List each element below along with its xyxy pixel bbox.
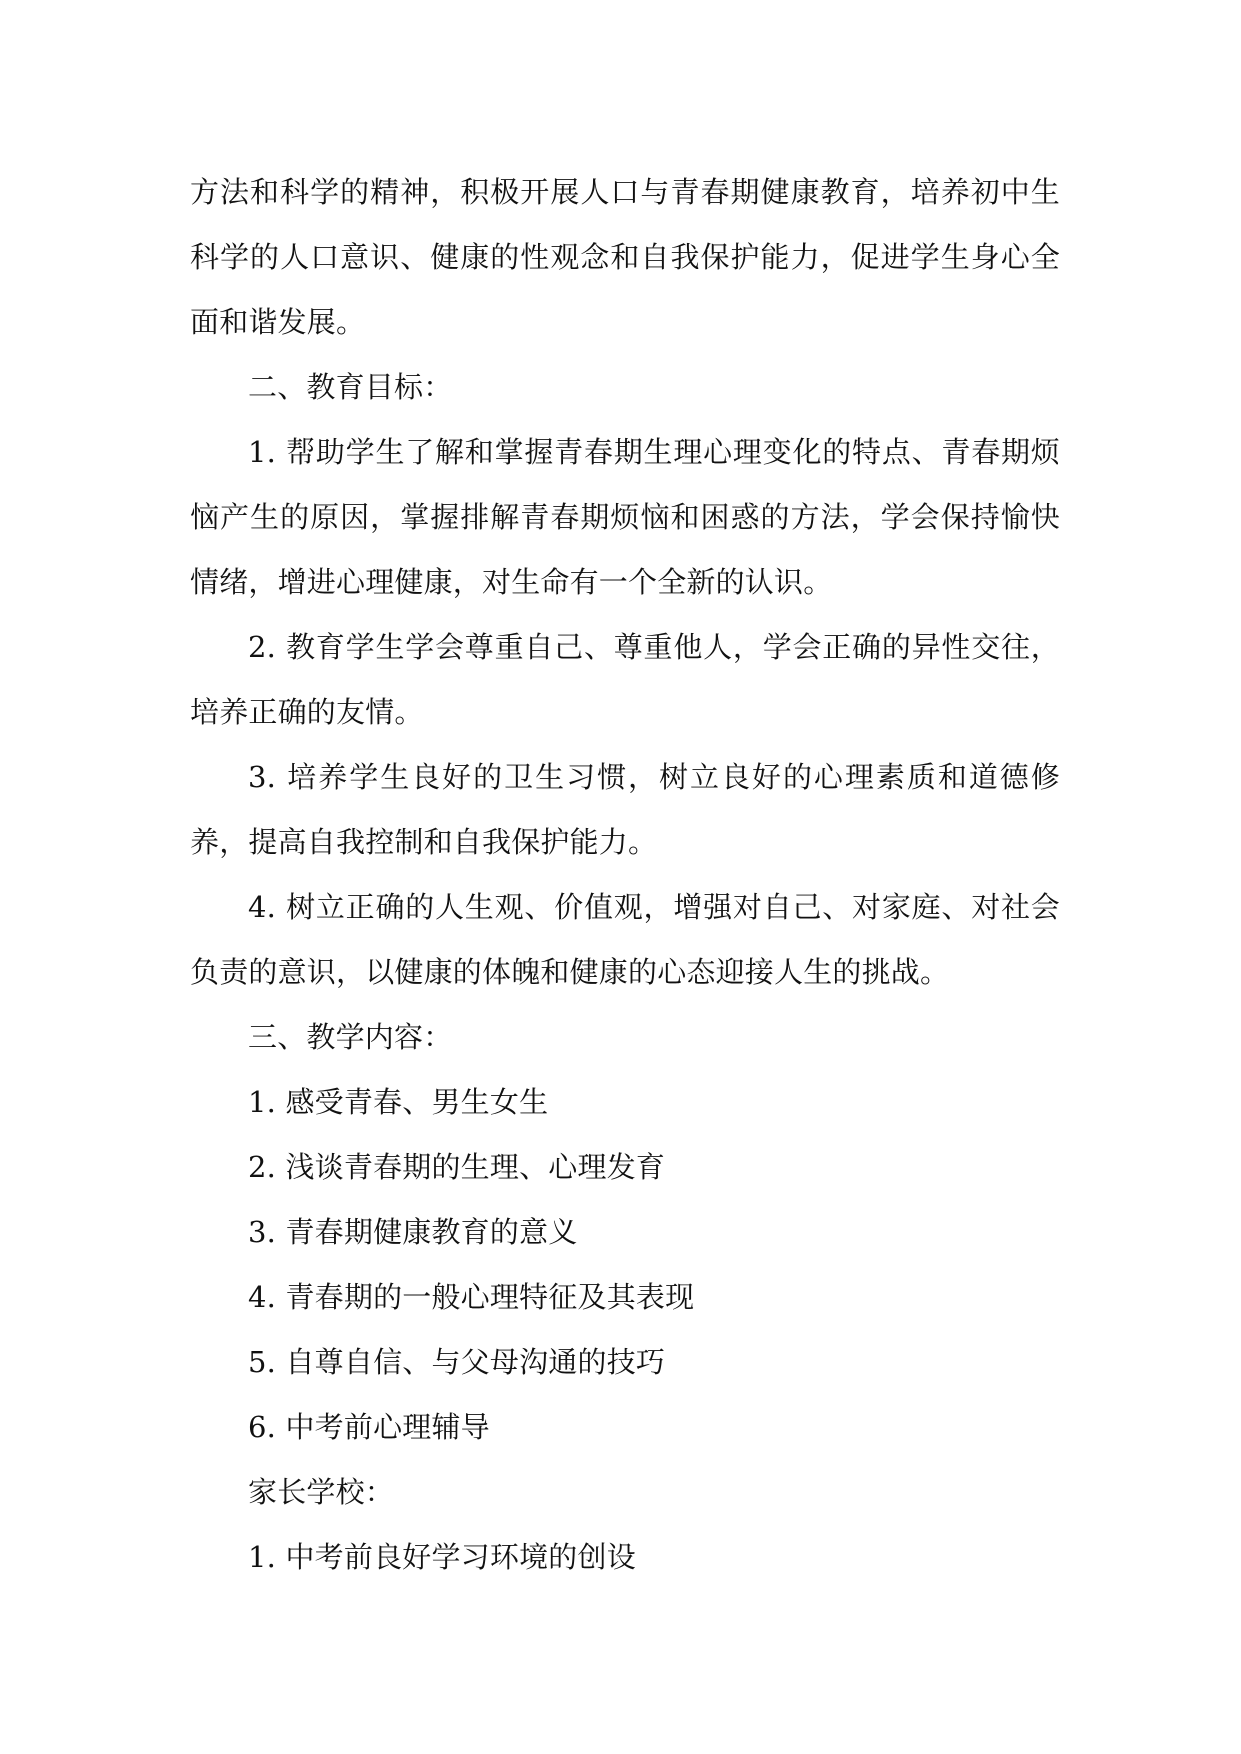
document-body [190, 160, 1060, 1590]
list-item-parent-1: 1. 中考前良好学习环境的创设 [248, 1540, 636, 1574]
paragraph-goal-1: 1. 帮助学生了解和掌握青春期生理心理变化的特点、青春期烦恼产生的原因，掌握排解青春期烦恼和困惑的方法，学会保持愉快情绪，增进心理健康，对生命有一个全新的认识。 [190, 435, 1060, 599]
paragraph-goal-4: 4. 树立正确的人生观、价值观，增强对自己、对家庭、对社会负责的意识，以健康的体魄和健康的心态迎接人生的挑战。 [190, 890, 1060, 989]
paragraph-goal-3: 3. 培养学生良好的卫生习惯，树立良好的心理素质和道德修养，提高自我控制和自我保护能力。 [190, 760, 1060, 859]
section-heading-teaching-content: 三、教学内容： [248, 1020, 453, 1054]
list-item-content-2: 2. 浅谈青春期的生理、心理发育 [248, 1150, 666, 1184]
paragraph-intro-continuation: 方法和科学的精神，积极开展人口与青春期健康教育，培养初中生科学的人口意识、健康的性观念和自我保护能力，促进学生身心全面和谐发展。 [190, 175, 1060, 339]
paragraph-goal-2: 2. 教育学生学会尊重自己、尊重他人，学会正确的异性交往，培养正确的友情。 [190, 630, 1060, 729]
list-item-content-1: 1. 感受青春、男生女生 [248, 1085, 549, 1119]
section-heading-parent-school: 家长学校： [248, 1475, 395, 1509]
list-item-content-6: 6. 中考前心理辅导 [248, 1410, 490, 1444]
section-heading-education-goals: 二、教育目标： [248, 370, 453, 404]
list-item-content-3: 3. 青春期健康教育的意义 [248, 1215, 578, 1249]
list-item-content-5: 5. 自尊自信、与父母沟通的技巧 [248, 1345, 666, 1379]
list-item-content-4: 4. 青春期的一般心理特征及其表现 [248, 1280, 695, 1314]
